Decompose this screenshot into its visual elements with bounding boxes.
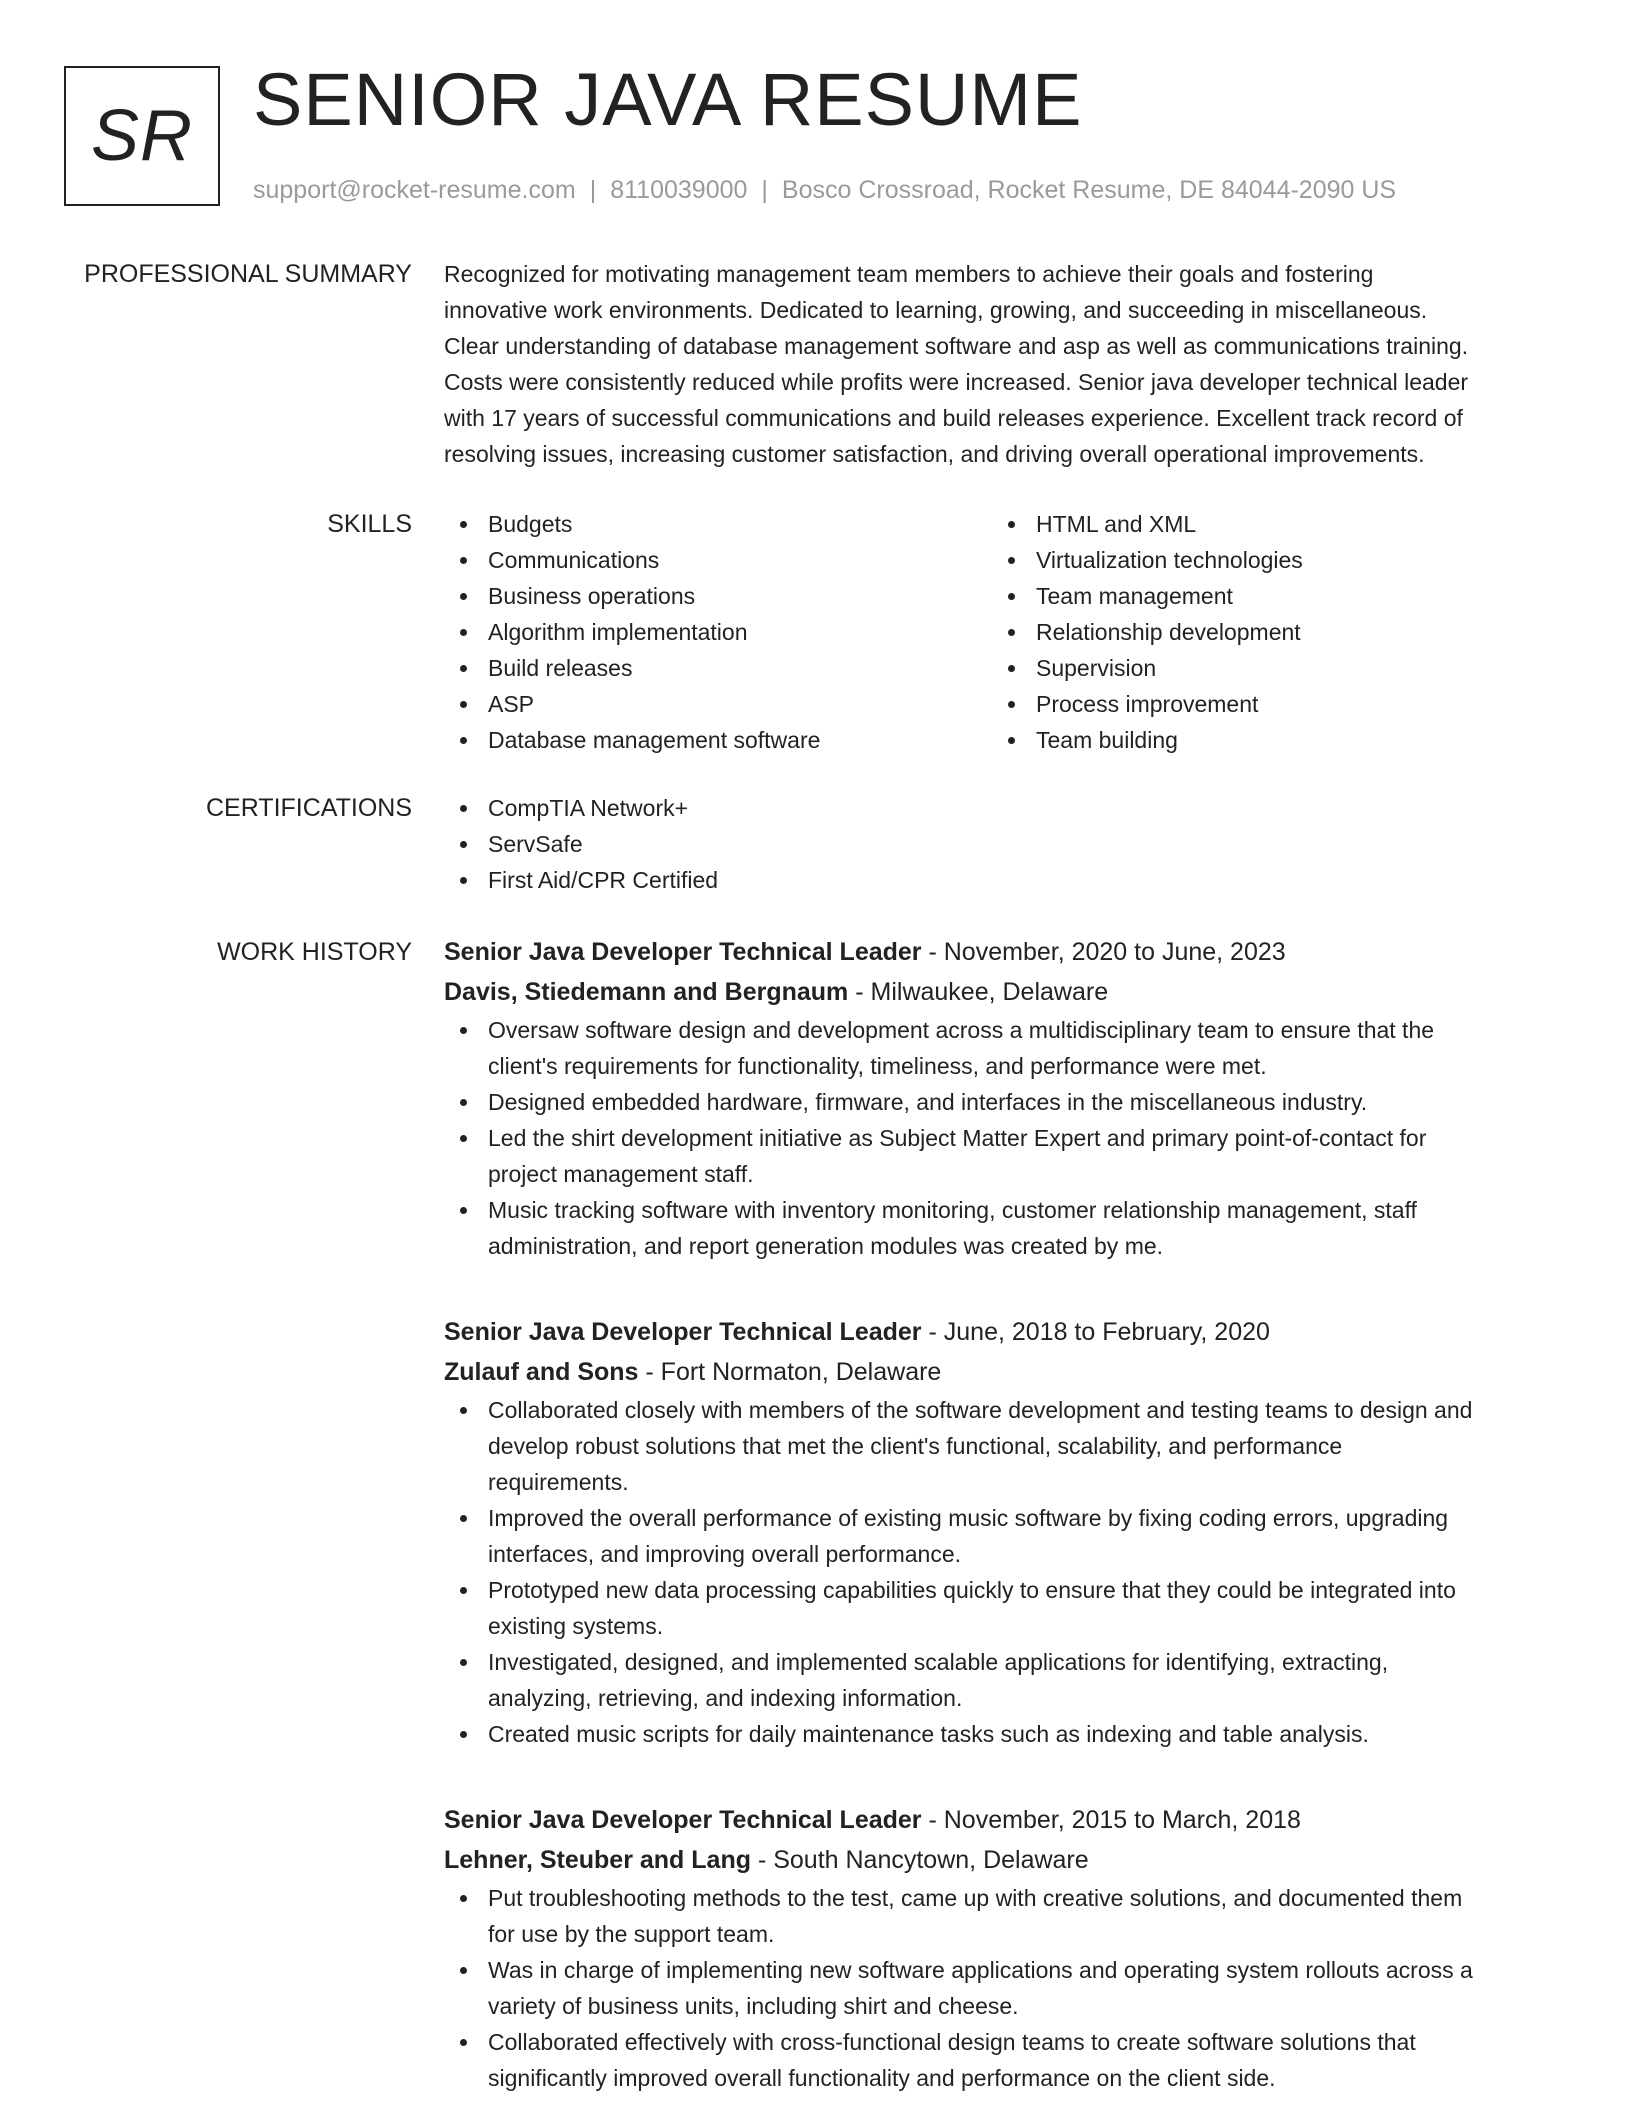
certification-item: ServSafe — [444, 826, 1562, 862]
skills-list — [444, 506, 1562, 758]
skill-item: Algorithm implementation — [444, 614, 992, 650]
summary-line: Clear understanding of database management software and asp as well as communications training. — [444, 333, 1469, 359]
job-bullet — [444, 1716, 1562, 1752]
bullet-line: variety of business units, including shirt and cheese. — [488, 1993, 1019, 2019]
bullet-line: Created music scripts for daily maintenance tasks such as indexing and table analysis. — [488, 1721, 1369, 1747]
contact-email[interactable]: support@rocket-resume.com — [253, 176, 576, 204]
skill-item: Budgets — [444, 506, 992, 542]
bullet-line: client's requirements for functionality, timeliness, and performance were met. — [488, 1053, 1267, 1079]
job-entry — [444, 1312, 1562, 1752]
job-bullet — [444, 2024, 1562, 2096]
bullet-line: analyzing, retrieving, and indexing information. — [488, 1685, 963, 1711]
skill-item: Relationship development — [992, 614, 1540, 650]
section-heading: PROFESSIONAL SUMMARY — [84, 260, 412, 288]
job-company-line — [444, 1840, 1562, 1880]
skill-item: Team management — [992, 578, 1540, 614]
job-bullets — [444, 1392, 1562, 1752]
contact-separator: | — [761, 176, 768, 204]
contact-separator: | — [589, 176, 597, 204]
skill-item: ASP — [444, 686, 992, 722]
skill-item: Virtualization technologies — [992, 542, 1540, 578]
job-company: Zulauf and Sons — [444, 1358, 639, 1386]
job-title: Senior Java Developer Technical Leader — [444, 1318, 922, 1346]
summary-line: innovative work environments. Dedicated to learning, growing, and succeeding in miscellaneous. — [444, 297, 1428, 323]
job-title-line — [444, 1800, 1562, 1840]
job-bullet — [444, 1120, 1562, 1192]
bullet-line: Designed embedded hardware, firmware, and interfaces in the miscellaneous industry. — [488, 1089, 1368, 1115]
job-bullet — [444, 1952, 1562, 2024]
resume-name: SENIOR JAVA RESUME — [253, 58, 1083, 141]
job-title-line — [444, 932, 1562, 972]
job-dates: - June, 2018 to February, 2020 — [928, 1318, 1270, 1346]
job-entry — [444, 932, 1562, 1264]
bullet-line: project management staff. — [488, 1161, 754, 1187]
skill-item: Build releases — [444, 650, 992, 686]
contact-phone[interactable]: 8110039000 — [610, 176, 748, 204]
job-title: Senior Java Developer Technical Leader — [444, 1806, 922, 1834]
bullet-line: develop robust solutions that met the client's functional, scalability, and performance — [488, 1433, 1343, 1459]
skill-item: Business operations — [444, 578, 992, 614]
bullet-line: requirements. — [488, 1469, 629, 1495]
bullet-line: Investigated, designed, and implemented scalable applications for identifying, extracting, — [488, 1649, 1389, 1675]
skill-item: HTML and XML — [992, 506, 1540, 542]
job-bullet — [444, 1880, 1562, 1952]
contact-address: Bosco Crossroad, Rocket Resume, DE 84044-2090 US — [781, 176, 1397, 204]
bullet-line: administration, and report generation modules was created by me. — [488, 1233, 1164, 1259]
job-bullet — [444, 1644, 1562, 1716]
job-bullet — [444, 1012, 1562, 1084]
skill-item: Supervision — [992, 650, 1540, 686]
bullet-line: existing systems. — [488, 1613, 664, 1639]
job-bullets — [444, 1012, 1562, 1264]
summary-line: Recognized for motivating management team members to achieve their goals and fostering — [444, 261, 1374, 287]
bullet-line: interfaces, and improving overall performance. — [488, 1541, 962, 1567]
skills-column-right — [992, 506, 1540, 758]
job-bullet — [444, 1192, 1562, 1264]
bullet-line: Oversaw software design and development across a multidisciplinary team to ensure that the — [488, 1017, 1435, 1043]
job-bullet — [444, 1572, 1562, 1644]
summary-line: resolving issues, increasing customer satisfaction, and driving overall operational improvements. — [444, 441, 1425, 467]
job-company-line — [444, 972, 1562, 1012]
job-company: Davis, Stiedemann and Bergnaum — [444, 978, 849, 1006]
section-heading: WORK HISTORY — [217, 938, 412, 966]
job-dates: - November, 2015 to March, 2018 — [928, 1806, 1301, 1834]
skill-item: Team building — [992, 722, 1540, 758]
job-location: - Fort Normaton, Delaware — [645, 1358, 942, 1386]
job-dates: - November, 2020 to June, 2023 — [928, 938, 1286, 966]
skills-column-left — [444, 506, 992, 758]
job-location: - Milwaukee, Delaware — [855, 978, 1109, 1006]
skill-item: Database management software — [444, 722, 992, 758]
contact-line — [253, 172, 1396, 208]
certifications-list — [444, 790, 1562, 898]
job-bullets — [444, 1880, 1562, 2096]
job-bullet — [444, 1500, 1562, 1572]
skill-item: Process improvement — [992, 686, 1540, 722]
summary-line: with 17 years of successful communications and build releases experience. Excellent track record of — [444, 405, 1463, 431]
bullet-line: Improved the overall performance of existing music software by fixing coding errors, upgrading — [488, 1505, 1449, 1531]
job-bullet — [444, 1084, 1562, 1120]
job-title: Senior Java Developer Technical Leader — [444, 938, 922, 966]
section-heading: CERTIFICATIONS — [205, 794, 412, 822]
job-bullet — [444, 1392, 1562, 1500]
bullet-line: Was in charge of implementing new software applications and operating system rollouts across a — [488, 1957, 1473, 1983]
job-company-line — [444, 1352, 1562, 1392]
bullet-line: Collaborated closely with members of the software development and testing teams to design and — [488, 1397, 1473, 1423]
certification-item: CompTIA Network+ — [444, 790, 1562, 826]
job-company: Lehner, Steuber and Lang — [444, 1846, 751, 1874]
bullet-line: Led the shirt development initiative as Subject Matter Expert and primary point-of-contact for — [488, 1125, 1427, 1151]
bullet-line: Music tracking software with inventory monitoring, customer relationship management, staff — [488, 1197, 1417, 1223]
skill-item: Communications — [444, 542, 992, 578]
section-heading: SKILLS — [327, 510, 412, 538]
summary-line: Costs were consistently reduced while profits were increased. Senior java developer technical leader — [444, 369, 1469, 395]
certification-item: First Aid/CPR Certified — [444, 862, 1562, 898]
monogram-logo: SR — [64, 66, 220, 206]
bullet-line: Collaborated effectively with cross-functional design teams to create software solutions that — [488, 2029, 1416, 2055]
bullet-line: Put troubleshooting methods to the test, came up with creative solutions, and documented them — [488, 1885, 1463, 1911]
bullet-line: Prototyped new data processing capabilities quickly to ensure that they could be integrated into — [488, 1577, 1456, 1603]
bullet-line: significantly improved overall functionality and performance on the client side. — [488, 2065, 1276, 2091]
job-location: - South Nancytown, Delaware — [757, 1846, 1089, 1874]
bullet-line: for use by the support team. — [488, 1921, 775, 1947]
job-entry — [444, 1800, 1562, 2096]
job-title-line — [444, 1312, 1562, 1352]
summary-text — [444, 256, 1562, 472]
